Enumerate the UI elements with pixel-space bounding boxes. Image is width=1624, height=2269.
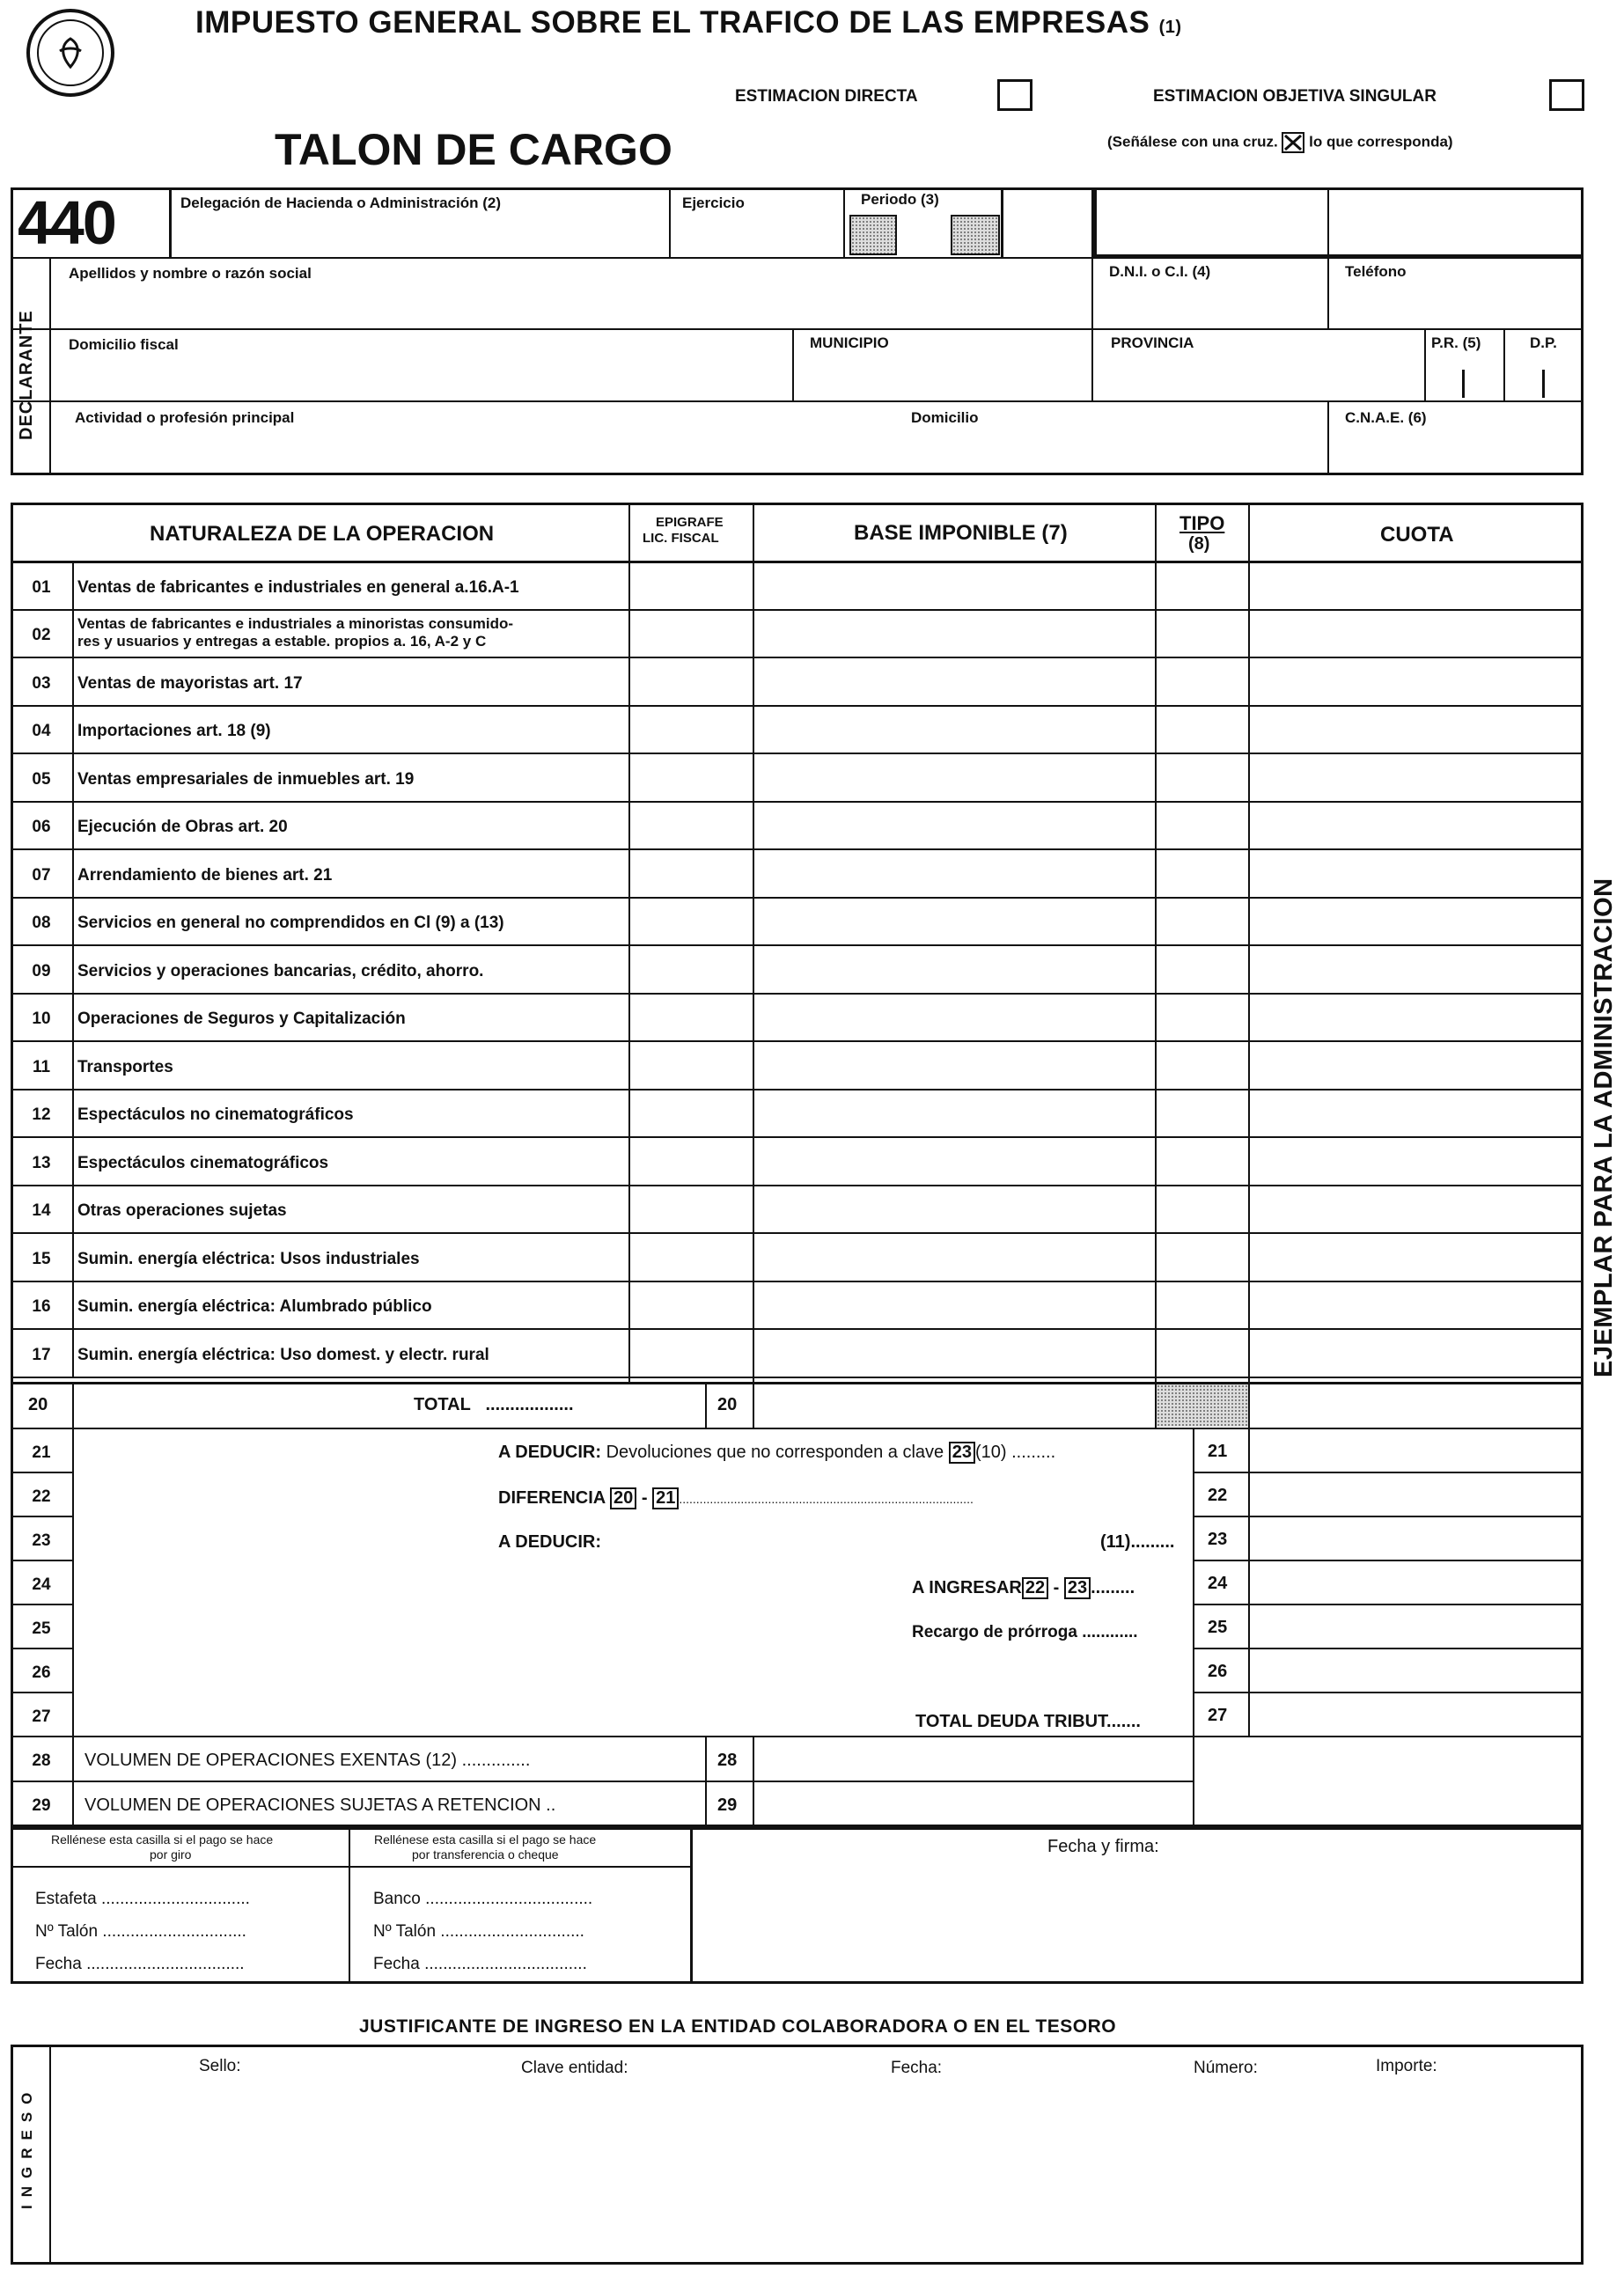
tipo-field[interactable] [1157,852,1248,897]
model-number: 440 [18,188,115,257]
justificante-field[interactable] [53,2082,1581,2262]
dni-field[interactable] [1095,283,1324,326]
cuota-field[interactable] [1250,660,1581,705]
operation-row-number: 16 [32,1297,51,1316]
epigrafe-field[interactable] [630,756,753,801]
a-ingresar-text: A INGRESAR 22 - 23 ......... [912,1578,1135,1597]
giro-note-2: por giro [150,1847,192,1861]
operation-row-number: 10 [32,1010,51,1028]
payment-field[interactable] [123,1918,343,1944]
epigrafe-field[interactable] [630,948,753,993]
total-label: TOTAL .................. [414,1395,574,1414]
col-base-header: BASE IMPONIBLE (7) [854,521,1068,545]
epigrafe-field[interactable] [630,1284,753,1328]
operation-row-number: 06 [32,818,51,836]
cuota-field[interactable] [1250,756,1581,801]
recargo-text: Recargo de prórroga ............ [912,1623,1138,1641]
apellidos-label: Apellidos y nombre o razón social [69,265,312,282]
diferencia-text: DIFERENCIA 20 - 21 ...................................................................................... [498,1488,974,1508]
base-imponible-field[interactable] [754,613,1155,657]
ministry-seal [26,9,114,97]
sello-label: Sello: [199,2057,241,2075]
epigrafe-field[interactable] [630,660,753,705]
cuota-field[interactable] [1250,948,1581,993]
operation-row-number: 07 [32,866,51,885]
delegacion-label: Delegación de Hacienda o Administración (2) [180,195,502,211]
a-deducir-2-text: A DEDUCIR: [498,1532,602,1552]
volume-box-number: 28 [717,1751,738,1770]
base-imponible-field[interactable] [754,709,1155,753]
cuota-field[interactable] [1250,1140,1581,1185]
tipo-field[interactable] [1157,948,1248,993]
deduction-row-number: 27 [32,1707,51,1726]
volume-value-field[interactable] [755,1739,1190,1780]
operation-row-number: 04 [32,722,51,740]
talon-de-cargo-title: TALON DE CARGO [275,125,672,174]
epigrafe-field[interactable] [630,1092,753,1136]
deduction-cuota-field[interactable] [1250,1695,1581,1736]
deduction-box-number: 23 [1208,1530,1228,1549]
total-tipo-shaded [1157,1384,1248,1427]
payment-field[interactable] [461,1950,690,1977]
epigrafe-field[interactable] [630,1236,753,1281]
instruction-text: (Señálese con una cruz. lo que corresponda) [1107,132,1453,153]
volume-row-label: VOLUMEN DE OPERACIONES SUJETAS A RETENCION .. [85,1795,556,1815]
operation-row-number: 03 [32,674,51,693]
pr-field[interactable] [1428,356,1502,399]
base-imponible-field[interactable] [754,1236,1155,1281]
epigrafe-field[interactable] [630,1044,753,1089]
cuota-field[interactable] [1250,852,1581,897]
tipo-field[interactable] [1157,660,1248,705]
operation-row-label: Sumin. energía eléctrica: Uso domest. y electr. rural [77,1346,489,1364]
base-imponible-field[interactable] [754,1140,1155,1185]
periodo-label: Periodo (3) [861,191,939,208]
cross-box-icon [1282,132,1304,153]
estimacion-directa-label: ESTIMACION DIRECTA [735,87,918,106]
col-epigrafe-header-2: LIC. FISCAL [643,531,719,546]
deduction-box-number: 24 [1208,1574,1228,1593]
tipo-field[interactable] [1157,1188,1248,1232]
tipo-field[interactable] [1157,996,1248,1040]
volume-row-label: VOLUMEN DE OPERACIONES EXENTAS (12) .............. [85,1751,531,1770]
estimacion-objetiva-checkbox[interactable] [1549,79,1584,111]
base-imponible-field[interactable] [754,804,1155,848]
payment-field[interactable] [123,1950,343,1977]
deduction-box-number: 22 [1208,1486,1228,1505]
operation-row-label: Importaciones art. 18 (9) [77,722,271,740]
ejercicio-label: Ejercicio [682,195,745,211]
cuota-field[interactable] [1250,564,1581,609]
operation-row-number: 17 [32,1346,51,1364]
total-deuda-text: TOTAL DEUDA TRIBUT....... [915,1712,1141,1731]
deduction-row-number: 26 [32,1663,51,1682]
operation-row-number: 05 [32,770,51,789]
deduction-row-number: 22 [32,1487,51,1506]
operation-row-number: 13 [32,1154,51,1172]
tipo-field[interactable] [1157,564,1248,609]
base-imponible-field[interactable] [754,564,1155,609]
cuota-field[interactable] [1250,900,1581,944]
operation-row-label: Ventas de mayoristas art. 17 [77,674,303,693]
deduction-row-number: 24 [32,1575,51,1594]
base-imponible-field[interactable] [754,900,1155,944]
col-tipo-header-2: (8) [1188,534,1210,554]
operation-row-label: Otras operaciones sujetas [77,1201,287,1220]
tipo-field[interactable] [1157,1236,1248,1281]
cuota-field[interactable] [1250,1284,1581,1328]
epigrafe-field[interactable] [630,1140,753,1185]
payment-field[interactable] [461,1885,690,1912]
deduction-cuota-field[interactable] [1250,1519,1581,1560]
apellidos-field[interactable] [53,283,1088,326]
epigrafe-field[interactable] [630,804,753,848]
reserved-field-2[interactable] [1331,190,1581,255]
epigrafe-field[interactable] [630,996,753,1040]
base-imponible-field[interactable] [754,852,1155,897]
cuota-field[interactable] [1250,613,1581,657]
delegacion-field[interactable] [176,216,665,254]
estimacion-objetiva-label: ESTIMACION OBJETIVA SINGULAR [1153,87,1437,106]
volume-box-number: 29 [717,1795,738,1815]
clave-entidad-label: Clave entidad: [521,2059,628,2077]
telefono-label: Teléfono [1345,263,1407,280]
deduction-row-number: 21 [32,1443,51,1462]
fecha-label: Fecha: [891,2059,943,2077]
epigrafe-field[interactable] [630,613,753,657]
pr-label: P.R. (5) [1431,334,1481,351]
operation-row-label: Transportes [77,1058,173,1076]
operation-row-label: Servicios en general no comprendidos en Cl (9) a (13) [77,914,504,932]
periodo-box-2[interactable] [951,215,1000,255]
tipo-field[interactable] [1157,756,1248,801]
volume-row-number: 28 [32,1751,51,1770]
telefono-field[interactable] [1331,283,1581,326]
seal-emblem-icon [53,35,88,70]
operation-row-label: Operaciones de Seguros y Capitalización [77,1010,406,1028]
deduction-box-number: 21 [1208,1442,1228,1461]
operation-row-label: Ejecución de Obras art. 20 [77,818,288,836]
total-cuota-field[interactable] [1250,1384,1581,1427]
operation-row-number: 02 [32,626,51,644]
transfer-note-1: Rellénese esta casilla si el pago se hace [374,1832,597,1847]
payment-field-label: Nº Talón ............................... [373,1922,584,1941]
cnae-field[interactable] [1331,430,1581,472]
base-imponible-field[interactable] [754,1044,1155,1089]
epigrafe-field[interactable] [630,852,753,897]
provincia-label: PROVINCIA [1111,334,1194,351]
payment-field[interactable] [461,1918,690,1944]
domicilio-fiscal-field[interactable] [53,356,789,399]
payment-field-label: Nº Talón ............................... [35,1922,246,1941]
operation-row-label: Ventas empresariales de inmuebles art. 19 [77,770,415,789]
tipo-field[interactable] [1157,1332,1248,1377]
total-base-field[interactable] [755,1384,1153,1427]
periodo-box-1[interactable] [849,215,897,255]
epigrafe-field[interactable] [630,1188,753,1232]
cuota-field[interactable] [1250,1332,1581,1377]
municipio-label: MUNICIPIO [810,334,889,351]
operation-row-number: 01 [32,578,51,597]
note-11-text: (11)......... [1100,1532,1175,1552]
operation-row-number: 11 [32,1058,51,1076]
base-imponible-field[interactable] [754,996,1155,1040]
base-imponible-field[interactable] [754,756,1155,801]
payment-field-label: Banco .................................... [373,1890,593,1908]
ingreso-side-label: INGRESO [18,2084,35,2209]
actividad-label: Actividad o profesión principal [75,409,295,426]
cuota-field[interactable] [1250,1092,1581,1136]
a-deducir-1-text: A DEDUCIR: Devoluciones que no corresponden a clave 23 (10) ......... [498,1443,1056,1462]
reserved-field-1[interactable] [1097,190,1326,255]
deduction-row-number: 25 [32,1619,51,1638]
cuota-field[interactable] [1250,804,1581,848]
tipo-field[interactable] [1157,1044,1248,1089]
tipo-field[interactable] [1157,1092,1248,1136]
dni-label: D.N.I. o C.I. (4) [1109,263,1211,280]
deduction-cuota-field[interactable] [1250,1563,1581,1604]
col-tipo-header-1: TIPO [1179,512,1225,534]
domicilio-fiscal-label: Domicilio fiscal [69,336,179,353]
col-naturaleza-header: NATURALEZA DE LA OPERACION [150,522,495,546]
operation-row-label: Sumin. energía eléctrica: Usos industriales [77,1250,420,1268]
justificante-title: JUSTIFICANTE DE INGRESO EN LA ENTIDAD COLABORADORA O EN EL TESORO [359,2016,1117,2037]
deduction-cuota-field[interactable] [1250,1475,1581,1516]
deduction-cuota-field[interactable] [1250,1651,1581,1692]
payment-field-label: Estafeta ................................ [35,1890,250,1908]
provincia-field[interactable] [1095,356,1422,399]
actividad-field[interactable] [53,430,1320,472]
tipo-field[interactable] [1157,709,1248,753]
base-imponible-field[interactable] [754,660,1155,705]
epigrafe-field[interactable] [630,1332,753,1377]
tipo-field[interactable] [1157,900,1248,944]
col-cuota-header: CUOTA [1380,523,1454,547]
cuota-field[interactable] [1250,996,1581,1040]
base-imponible-field[interactable] [754,1332,1155,1377]
deduction-row-number: 23 [32,1531,51,1550]
cuota-field[interactable] [1250,1188,1581,1232]
form-title: IMPUESTO GENERAL SOBRE EL TRAFICO DE LAS EMPRESAS (1) [195,5,1182,40]
base-imponible-field[interactable] [754,948,1155,993]
epigrafe-field[interactable] [630,564,753,609]
deduction-cuota-field[interactable] [1250,1431,1581,1472]
cuota-field[interactable] [1250,1044,1581,1089]
tipo-field[interactable] [1157,1284,1248,1328]
total-row-number: 20 [28,1395,48,1414]
fecha-firma-field[interactable] [695,1861,1579,1980]
operation-row-number: 09 [32,962,51,980]
operation-row-number: 15 [32,1250,51,1268]
ejemplar-side-text: EJEMPLAR PARA LA ADMINISTRACION [1590,877,1618,1377]
tipo-field[interactable] [1157,804,1248,848]
operation-row-number: 12 [32,1105,51,1124]
volume-value-field[interactable] [755,1784,1190,1825]
operation-row-label: Espectáculos no cinematográficos [77,1105,354,1124]
operation-row-number: 14 [32,1201,51,1220]
operation-row-label: Arrendamiento de bienes art. 21 [77,866,333,885]
volume-row-number: 29 [32,1796,51,1815]
tipo-field[interactable] [1157,613,1248,657]
declarante-side-label: DECLARANTE [17,310,36,440]
epigrafe-field[interactable] [630,900,753,944]
domicilio-label: Domicilio [911,409,979,426]
total-box-number: 20 [717,1395,738,1414]
operation-row-label: Servicios y operaciones bancarias, crédito, ahorro. [77,962,484,980]
operation-row-label: Ventas de fabricantes e industriales a minoristas consumido- res y usuarios y entregas a estable. propios a. 16, A-2 y C [77,615,514,650]
cnae-label: C.N.A.E. (6) [1345,409,1427,426]
cuota-field[interactable] [1250,1236,1581,1281]
epigrafe-field[interactable] [630,709,753,753]
deduction-box-number: 25 [1208,1618,1228,1637]
deduction-box-number: 27 [1208,1706,1228,1725]
col-epigrafe-header-1: EPIGRAFE [656,515,724,530]
municipio-field[interactable] [796,356,1088,399]
deduction-box-number: 26 [1208,1662,1228,1681]
deduction-cuota-field[interactable] [1250,1607,1581,1648]
fecha-firma-label: Fecha y firma: [1047,1837,1159,1856]
operation-row-label: Ventas de fabricantes e industriales en general a.16.A-1 [77,578,519,597]
ejercicio-field[interactable] [673,216,841,254]
tipo-field[interactable] [1157,1140,1248,1185]
cuota-field[interactable] [1250,709,1581,753]
base-imponible-field[interactable] [754,1188,1155,1232]
numero-label: Número: [1194,2059,1258,2077]
estimacion-directa-checkbox[interactable] [997,79,1032,111]
operation-row-label: Espectáculos cinematográficos [77,1154,329,1172]
importe-label: Importe: [1376,2057,1437,2075]
transfer-note-2: por transferencia o cheque [412,1847,559,1861]
payment-field-label: Fecha ................................... [373,1955,587,1973]
payment-field[interactable] [123,1885,343,1912]
dp-label: D.P. [1530,334,1557,351]
operation-row-label: Sumin. energía eléctrica: Alumbrado público [77,1297,432,1316]
giro-note-1: Rellénese esta casilla si el pago se hace [51,1832,274,1847]
base-imponible-field[interactable] [754,1284,1155,1328]
operation-row-number: 08 [32,914,51,932]
base-imponible-field[interactable] [754,1092,1155,1136]
payment-field-label: Fecha .................................. [35,1955,245,1973]
